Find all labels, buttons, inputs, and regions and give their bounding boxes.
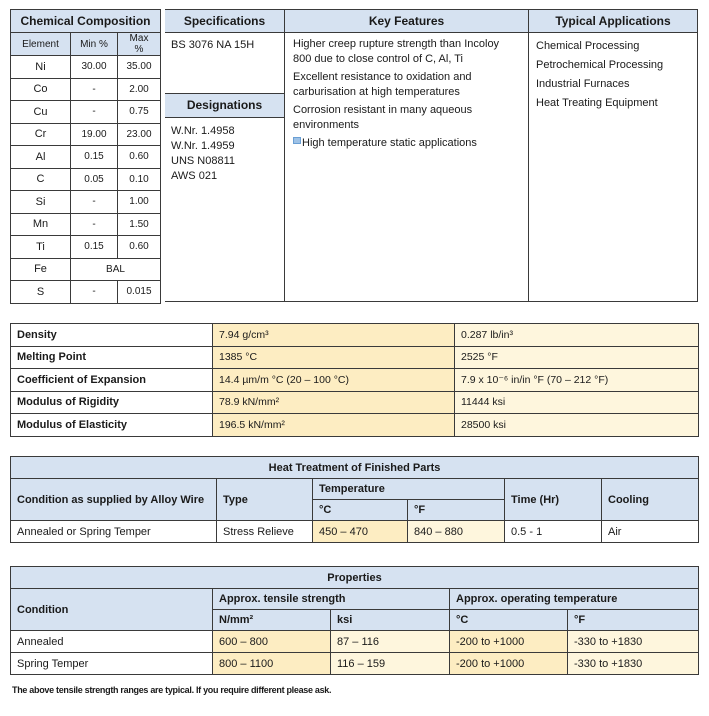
ksi-cell: 116 – 159	[331, 653, 450, 675]
min-cell: 0.15	[71, 146, 118, 169]
table-row	[11, 258, 161, 281]
header-cooling: Cooling	[602, 479, 699, 521]
min-cell: 30.00	[71, 56, 118, 79]
celsius-cell: -200 to +1000	[450, 631, 568, 653]
key-features-column	[285, 9, 529, 302]
min-cell: 0.05	[71, 168, 118, 191]
max-cell: 0.10	[118, 168, 161, 191]
imperial-value: 0.287 lb/in³	[455, 324, 699, 347]
property-label: Modulus of Elasticity	[11, 414, 213, 437]
properties-title: Properties	[11, 567, 699, 589]
footnote: The above tensile strength ranges are typical. If you require different please ask.	[12, 685, 332, 695]
imperial-value: 28500 ksi	[455, 414, 699, 437]
designation-item: W.Nr. 1.4959	[171, 140, 235, 152]
feature-item-with-icon	[293, 136, 520, 151]
applications-list	[529, 33, 697, 113]
element-cell: Ni	[11, 56, 71, 79]
element-cell: Cu	[11, 101, 71, 124]
table-row	[11, 521, 699, 543]
property-label: Modulus of Rigidity	[11, 391, 213, 414]
designation-item: W.Nr. 1.4958	[171, 125, 235, 137]
composition-table	[10, 9, 161, 304]
element-cell: S	[11, 281, 71, 304]
specs-column	[165, 9, 285, 302]
min-cell: -	[71, 101, 118, 124]
imperial-value: 2525 °F	[455, 346, 699, 369]
table-row	[11, 236, 161, 259]
specifications-value: BS 3076 NA 15H	[171, 39, 255, 51]
cooling-cell: Air	[602, 521, 699, 543]
element-cell: Co	[11, 78, 71, 101]
max-cell: 0.60	[118, 146, 161, 169]
designations-title: Designations	[165, 93, 284, 118]
element-cell: C	[11, 168, 71, 191]
fahrenheit-cell: -330 to +1830	[568, 631, 699, 653]
header-celsius: °C	[313, 500, 408, 521]
header-ksi: ksi	[331, 610, 450, 631]
ksi-cell: 87 – 116	[331, 631, 450, 653]
header-celsius: °C	[450, 610, 568, 631]
min-cell: 19.00	[71, 123, 118, 146]
table-row	[11, 391, 699, 414]
application-item: Industrial Furnaces	[536, 78, 630, 90]
designations-list	[165, 118, 284, 184]
header-temperature: Temperature	[313, 479, 505, 500]
designation-item: AWS 021	[171, 170, 218, 182]
table-row	[11, 101, 161, 124]
table-row	[11, 324, 699, 347]
min-cell: -	[71, 191, 118, 214]
max-cell: 23.00	[118, 123, 161, 146]
max-cell: 2.00	[118, 78, 161, 101]
feature-item: Higher creep rupture strength than Incoloy 800 due to close control of C, Al, Ti	[293, 38, 500, 65]
feature-item: Excellent resistance to oxidation and carburisation at high temperatures	[293, 71, 472, 98]
property-label: Coefficient of Expansion	[11, 369, 213, 392]
max-cell: 0.75	[118, 101, 161, 124]
table-row	[11, 123, 161, 146]
physical-properties-table	[10, 323, 699, 437]
condition-cell: Annealed or Spring Temper	[11, 521, 217, 543]
metric-value: 1385 °C	[213, 346, 455, 369]
table-row	[11, 414, 699, 437]
celsius-cell: 450 – 470	[313, 521, 408, 543]
table-row	[11, 146, 161, 169]
combined-cell: BAL	[71, 258, 161, 281]
element-cell: Ti	[11, 236, 71, 259]
max-cell: 1.00	[118, 191, 161, 214]
min-cell: -	[71, 213, 118, 236]
header-fahrenheit: °F	[408, 500, 505, 521]
max-cell: 35.00	[118, 56, 161, 79]
condition-cell: Annealed	[11, 631, 213, 653]
min-cell: 0.15	[71, 236, 118, 259]
element-cell: Cr	[11, 123, 71, 146]
element-cell: Mn	[11, 213, 71, 236]
element-cell: Fe	[11, 258, 71, 281]
header-fahrenheit: °F	[568, 610, 699, 631]
col-min: Min %	[71, 33, 118, 56]
table-row	[11, 213, 161, 236]
time-cell: 0.5 - 1	[505, 521, 602, 543]
specifications-title: Specifications	[165, 10, 284, 33]
max-cell: 0.015	[118, 281, 161, 304]
condition-cell: Spring Temper	[11, 653, 213, 675]
type-cell: Stress Relieve	[217, 521, 313, 543]
applications-column	[529, 9, 698, 302]
min-cell: -	[71, 78, 118, 101]
max-cell: 0.60	[118, 236, 161, 259]
property-label: Melting Point	[11, 346, 213, 369]
bullet-icon	[293, 137, 301, 144]
application-item: Heat Treating Equipment	[536, 97, 658, 109]
applications-title: Typical Applications	[529, 10, 697, 33]
table-row	[11, 369, 699, 392]
nmm-cell: 600 – 800	[213, 631, 331, 653]
col-element: Element	[11, 33, 71, 56]
max-cell: 1.50	[118, 213, 161, 236]
header-operating: Approx. operating temperature	[450, 589, 699, 610]
heat-treatment-table	[10, 456, 699, 543]
heat-treatment-title: Heat Treatment of Finished Parts	[11, 457, 699, 479]
composition-title: Chemical Composition	[11, 10, 161, 33]
element-cell: Al	[11, 146, 71, 169]
application-item: Petrochemical Processing	[536, 59, 664, 71]
metric-value: 7.94 g/cm³	[213, 324, 455, 347]
properties-table	[10, 566, 699, 675]
celsius-cell: -200 to +1000	[450, 653, 568, 675]
header-time: Time (Hr)	[505, 479, 602, 521]
table-row	[11, 653, 699, 675]
application-item: Chemical Processing	[536, 40, 640, 52]
header-nmm: N/mm²	[213, 610, 331, 631]
col-max: Max %	[118, 33, 161, 56]
table-row	[11, 631, 699, 653]
header-condition: Condition	[11, 589, 213, 631]
imperial-value: 7.9 x 10⁻⁶ in/in °F (70 – 212 °F)	[455, 369, 699, 392]
table-row	[11, 56, 161, 79]
header-type: Type	[217, 479, 313, 521]
header-tensile: Approx. tensile strength	[213, 589, 450, 610]
metric-value: 78.9 kN/mm²	[213, 391, 455, 414]
table-row	[11, 281, 161, 304]
fahrenheit-cell: 840 – 880	[408, 521, 505, 543]
fahrenheit-cell: -330 to +1830	[568, 653, 699, 675]
min-cell: -	[71, 281, 118, 304]
table-row	[11, 346, 699, 369]
header-condition: Condition as supplied by Alloy Wire	[11, 479, 217, 521]
imperial-value: 11444 ksi	[455, 391, 699, 414]
key-features-list	[285, 33, 528, 151]
element-cell: Si	[11, 191, 71, 214]
table-row	[11, 78, 161, 101]
designation-item: UNS N08811	[171, 155, 235, 167]
table-row	[11, 191, 161, 214]
nmm-cell: 800 – 1100	[213, 653, 331, 675]
key-features-title: Key Features	[285, 10, 528, 33]
metric-value: 196.5 kN/mm²	[213, 414, 455, 437]
feature-item: Corrosion resistant in many aqueous environments	[293, 104, 473, 131]
feature-text: High temperature static applications	[302, 137, 477, 149]
property-label: Density	[11, 324, 213, 347]
table-row	[11, 168, 161, 191]
metric-value: 14.4 µm/m °C (20 – 100 °C)	[213, 369, 455, 392]
